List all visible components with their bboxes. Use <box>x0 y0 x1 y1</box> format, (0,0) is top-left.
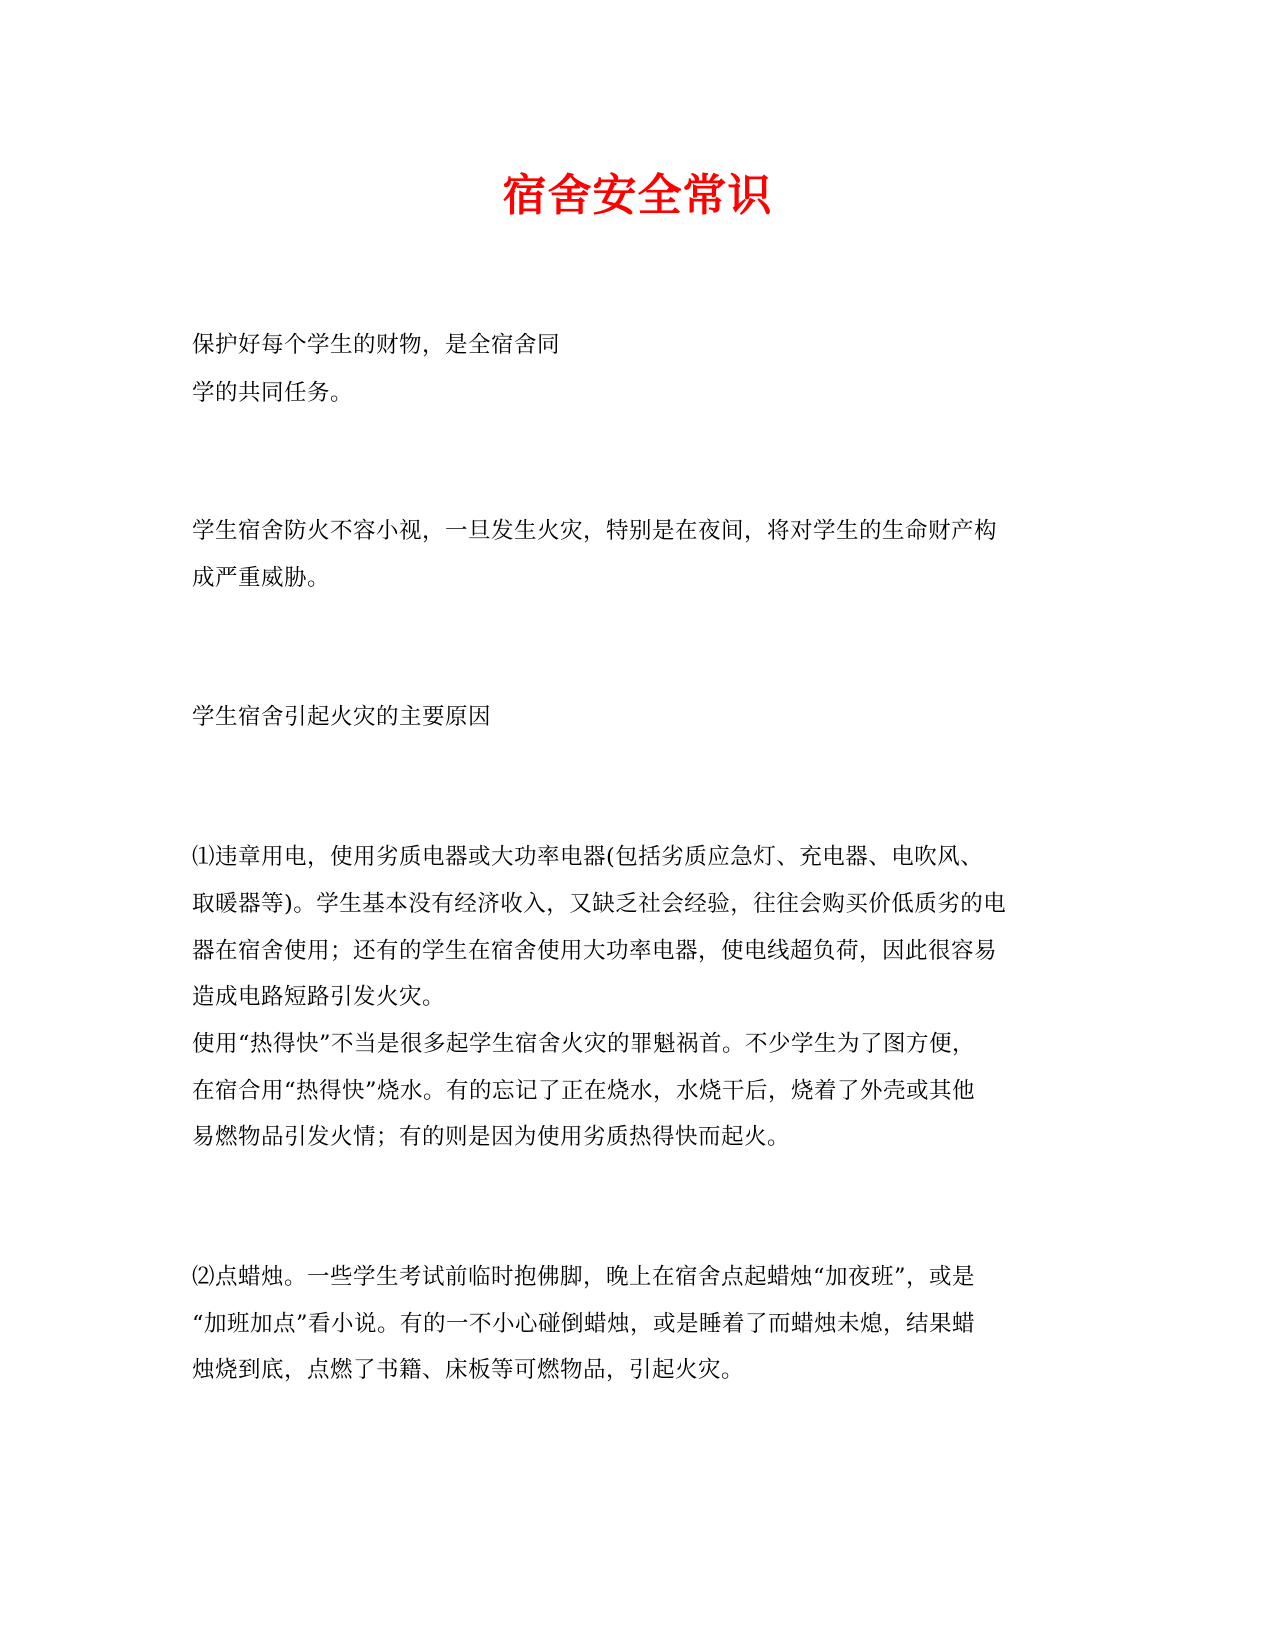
section-heading: 学生宿舍引起火灾的主要原因 <box>192 704 492 730</box>
paragraph-line: 烛烧到底，点燃了书籍、床板等可燃物品，引起火灾。 <box>192 1357 745 1383</box>
paragraph-line: ⑵点蜡烛。一些学生考试前临时抱佛脚，晚上在宿舍点起蜡烛“加夜班”，或是 <box>192 1264 976 1290</box>
paragraph-line: ⑴违章用电，使用劣质电器或大功率电器(包括劣质应急灯、充电器、电吹风、 <box>192 844 984 870</box>
paragraph-line: 造成电路短路引发火灾。 <box>192 984 446 1010</box>
paragraph-line: 成严重威胁。 <box>192 565 331 591</box>
paragraph-line: “加班加点”看小说。有的一不小心碰倒蜡烛，或是睡着了而蜡烛未熄，结果蜡 <box>192 1311 976 1337</box>
paragraph-line: 学生宿舍防火不容小视，一旦发生火灾，特别是在夜间，将对学生的生命财产构 <box>192 518 998 544</box>
document-title: 宿舍安全常识 <box>502 170 773 221</box>
paragraph-line: 在宿合用“热得快”烧水。有的忘记了正在烧水，水烧干后，烧着了外壳或其他 <box>192 1078 976 1104</box>
paragraph-line: 取暖器等)。学生基本没有经济收入，又缺乏社会经验，往往会购买价低质劣的电 <box>192 891 1007 917</box>
paragraph-line: 器在宿舍使用；还有的学生在宿舍使用大功率电器，使电线超负荷，因此很容易 <box>192 938 998 964</box>
paragraph-line: 使用“热得快”不当是很多起学生宿舍火灾的罪魁祸首。不少学生为了图方便， <box>192 1031 976 1057</box>
paragraph-line: 保护好每个学生的财物，是全宿舍同 <box>192 332 561 358</box>
paragraph-line: 易燃物品引发火情；有的则是因为使用劣质热得快而起火。 <box>192 1124 791 1150</box>
paragraph-line: 学的共同任务。 <box>192 380 354 406</box>
